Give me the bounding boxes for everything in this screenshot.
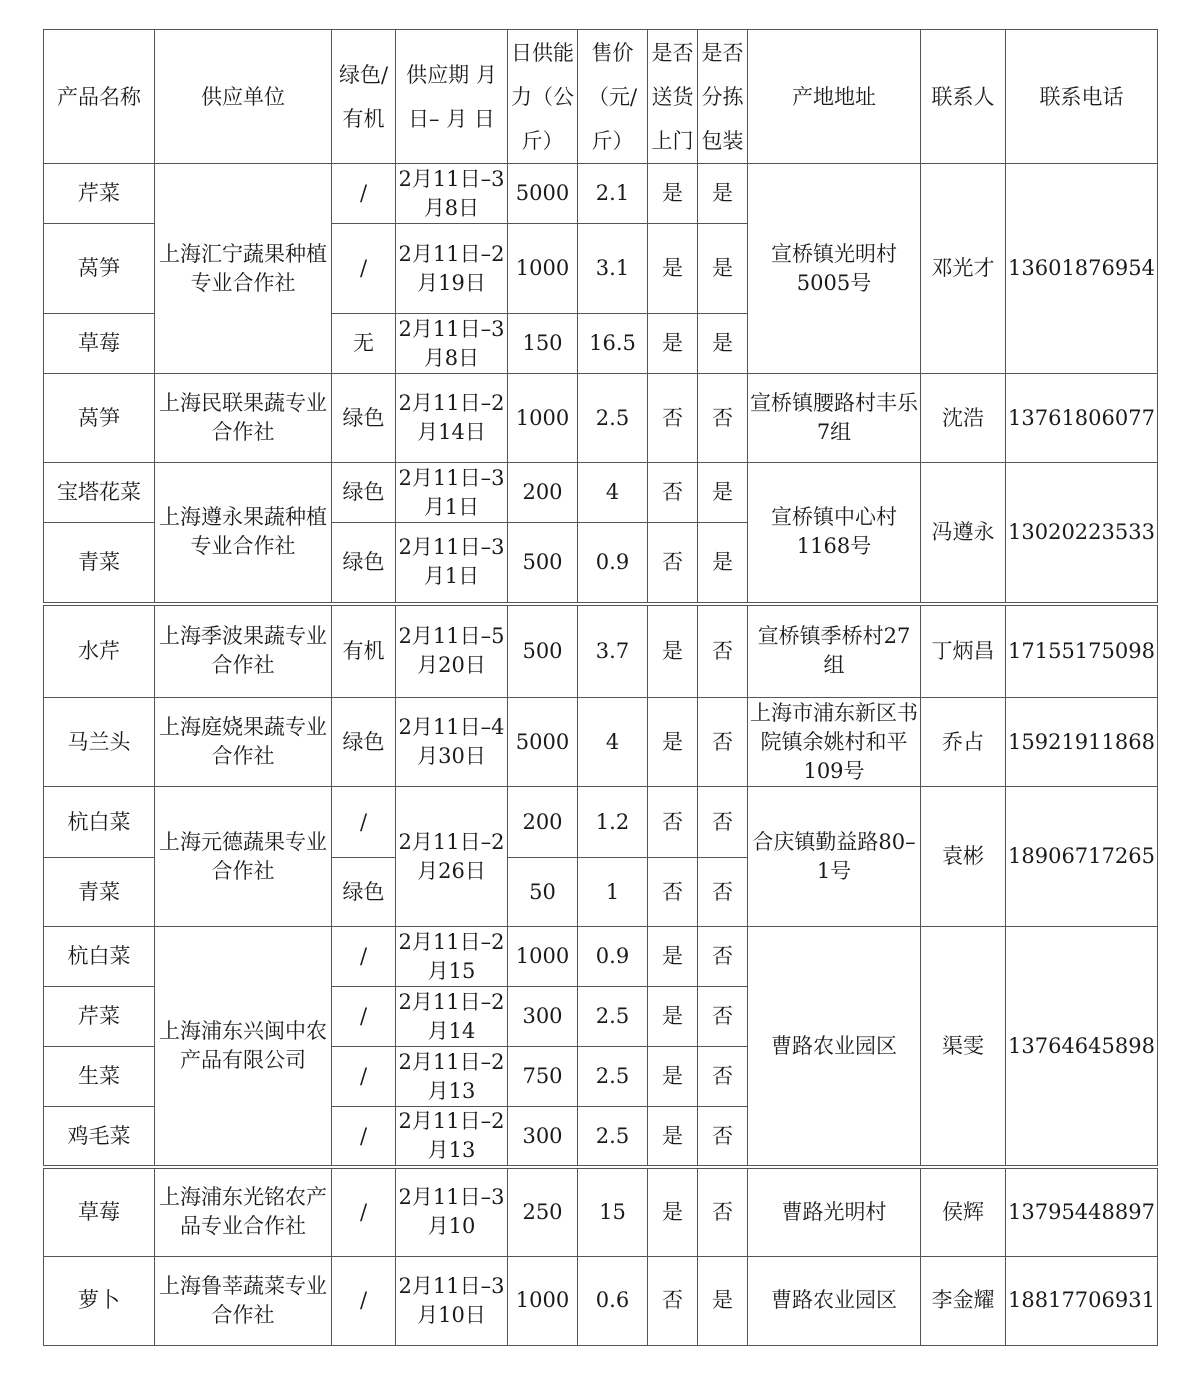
- period-cell: 2月11日–3月1日: [396, 463, 508, 523]
- delivery-cell: 是: [648, 164, 698, 224]
- supplier-cell: 上海元德蔬果专业合作社: [155, 787, 332, 927]
- cert-cell: /: [332, 987, 396, 1047]
- delivery-cell: 否: [648, 787, 698, 858]
- price-cell: 0.9: [578, 523, 648, 604]
- cert-cell: /: [332, 787, 396, 858]
- period-cell: 2月11日–3月8日: [396, 164, 508, 224]
- price-cell: 2.5: [578, 1047, 648, 1107]
- header-capacity: 日供能力（公斤）: [508, 30, 578, 164]
- header-phone: 联系电话: [1006, 30, 1158, 164]
- delivery-cell: 是: [648, 987, 698, 1047]
- period-cell: 2月11日–3月8日: [396, 314, 508, 374]
- capacity-cell: 1000: [508, 374, 578, 463]
- capacity-cell: 500: [508, 604, 578, 698]
- packing-cell: 否: [698, 604, 748, 698]
- cert-cell: /: [332, 164, 396, 224]
- price-cell: 1: [578, 858, 648, 927]
- product-cell: 马兰头: [44, 698, 155, 787]
- packing-cell: 否: [698, 987, 748, 1047]
- capacity-cell: 1000: [508, 927, 578, 987]
- packing-cell: 否: [698, 787, 748, 858]
- cert-cell: /: [332, 927, 396, 987]
- phone-cell: 13601876954: [1006, 164, 1158, 374]
- header-delivery: 是否送货上门: [648, 30, 698, 164]
- cert-cell: 无: [332, 314, 396, 374]
- delivery-cell: 否: [648, 1256, 698, 1345]
- product-cell: 青菜: [44, 858, 155, 927]
- capacity-cell: 200: [508, 463, 578, 523]
- contact-cell: 邓光才: [921, 164, 1006, 374]
- price-cell: 1.2: [578, 787, 648, 858]
- contact-cell: 袁彬: [921, 787, 1006, 927]
- delivery-cell: 是: [648, 314, 698, 374]
- delivery-cell: 否: [648, 523, 698, 604]
- address-cell: 宣桥镇腰路村丰乐7组: [748, 374, 921, 463]
- supplier-cell: 上海鲁莘蔬菜专业合作社: [155, 1256, 332, 1345]
- period-cell: 2月11日–3月10: [396, 1167, 508, 1256]
- product-cell: 芹菜: [44, 987, 155, 1047]
- product-cell: 萝卜: [44, 1256, 155, 1345]
- cert-cell: /: [332, 224, 396, 314]
- header-period: 供应期 月 日– 月 日: [396, 30, 508, 164]
- supplier-cell: 上海浦东兴闽中农产品有限公司: [155, 927, 332, 1168]
- product-cell: 杭白菜: [44, 927, 155, 987]
- delivery-cell: 否: [648, 374, 698, 463]
- packing-cell: 是: [698, 523, 748, 604]
- price-cell: 2.5: [578, 987, 648, 1047]
- address-cell: 宣桥镇光明村5005号: [748, 164, 921, 374]
- packing-cell: 否: [698, 1047, 748, 1107]
- table-row: [44, 164, 1158, 224]
- supplier-cell: 上海季波果蔬专业合作社: [155, 604, 332, 698]
- cert-cell: 绿色: [332, 523, 396, 604]
- delivery-cell: 否: [648, 858, 698, 927]
- price-cell: 3.1: [578, 224, 648, 314]
- address-cell: 宣桥镇季桥村27组: [748, 604, 921, 698]
- cert-cell: 绿色: [332, 463, 396, 523]
- price-cell: 0.6: [578, 1256, 648, 1345]
- period-cell: 2月11日–3月10日: [396, 1256, 508, 1345]
- delivery-cell: 是: [648, 1047, 698, 1107]
- price-cell: 15: [578, 1167, 648, 1256]
- table-row: [44, 787, 1158, 858]
- packing-cell: 是: [698, 463, 748, 523]
- capacity-cell: 150: [508, 314, 578, 374]
- capacity-cell: 5000: [508, 164, 578, 224]
- cert-cell: 绿色: [332, 858, 396, 927]
- period-cell: 2月11日–2月15: [396, 927, 508, 987]
- packing-cell: 是: [698, 164, 748, 224]
- capacity-cell: 5000: [508, 698, 578, 787]
- product-cell: 宝塔花菜: [44, 463, 155, 523]
- product-cell: 草莓: [44, 314, 155, 374]
- phone-cell: 13764645898: [1006, 927, 1158, 1168]
- capacity-cell: 50: [508, 858, 578, 927]
- cert-cell: /: [332, 1167, 396, 1256]
- product-cell: 青菜: [44, 523, 155, 604]
- table-row: [44, 374, 1158, 463]
- product-cell: 鸡毛菜: [44, 1107, 155, 1168]
- contact-cell: 沈浩: [921, 374, 1006, 463]
- table-row: [44, 1256, 1158, 1345]
- period-cell: 2月11日–2月26日: [396, 787, 508, 927]
- price-cell: 4: [578, 463, 648, 523]
- address-cell: 曹路农业园区: [748, 927, 921, 1168]
- period-cell: 2月11日–4月30日: [396, 698, 508, 787]
- header-price: 售价（元/斤）: [578, 30, 648, 164]
- address-cell: 上海市浦东新区书院镇余姚村和平109号: [748, 698, 921, 787]
- address-cell: 曹路农业园区: [748, 1256, 921, 1345]
- product-cell: 莴笋: [44, 224, 155, 314]
- price-cell: 3.7: [578, 604, 648, 698]
- price-cell: 4: [578, 698, 648, 787]
- product-cell: 芹菜: [44, 164, 155, 224]
- supplier-cell: 上海汇宁蔬果种植专业合作社: [155, 164, 332, 374]
- header-address: 产地地址: [748, 30, 921, 164]
- packing-cell: 否: [698, 374, 748, 463]
- packing-cell: 否: [698, 1107, 748, 1168]
- phone-cell: 13020223533: [1006, 463, 1158, 604]
- cert-cell: /: [332, 1107, 396, 1168]
- phone-cell: 15921911868: [1006, 698, 1158, 787]
- price-cell: 2.5: [578, 1107, 648, 1168]
- capacity-cell: 750: [508, 1047, 578, 1107]
- price-cell: 0.9: [578, 927, 648, 987]
- product-cell: 莴笋: [44, 374, 155, 463]
- header-supplier: 供应单位: [155, 30, 332, 164]
- period-cell: 2月11日–2月14日: [396, 374, 508, 463]
- period-cell: 2月11日–2月19日: [396, 224, 508, 314]
- cert-cell: 有机: [332, 604, 396, 698]
- product-cell: 水芹: [44, 604, 155, 698]
- cert-cell: /: [332, 1256, 396, 1345]
- table-row: [44, 463, 1158, 523]
- price-cell: 16.5: [578, 314, 648, 374]
- delivery-cell: 是: [648, 1107, 698, 1168]
- delivery-cell: 是: [648, 224, 698, 314]
- contact-cell: 丁炳昌: [921, 604, 1006, 698]
- header-cert: 绿色/有机: [332, 30, 396, 164]
- capacity-cell: 1000: [508, 1256, 578, 1345]
- packing-cell: 否: [698, 858, 748, 927]
- contact-cell: 乔占: [921, 698, 1006, 787]
- packing-cell: 是: [698, 224, 748, 314]
- period-cell: 2月11日–2月13: [396, 1047, 508, 1107]
- price-cell: 2.5: [578, 374, 648, 463]
- cert-cell: 绿色: [332, 374, 396, 463]
- capacity-cell: 300: [508, 1107, 578, 1168]
- header-packing: 是否分拣包装: [698, 30, 748, 164]
- period-cell: 2月11日–3月1日: [396, 523, 508, 604]
- contact-cell: 冯遵永: [921, 463, 1006, 604]
- capacity-cell: 250: [508, 1167, 578, 1256]
- header-contact: 联系人: [921, 30, 1006, 164]
- period-cell: 2月11日–2月13: [396, 1107, 508, 1168]
- address-cell: 宣桥镇中心村1168号: [748, 463, 921, 604]
- price-cell: 2.1: [578, 164, 648, 224]
- phone-cell: 13761806077: [1006, 374, 1158, 463]
- delivery-cell: 是: [648, 604, 698, 698]
- contact-cell: 侯辉: [921, 1167, 1006, 1256]
- contact-cell: 李金耀: [921, 1256, 1006, 1345]
- cert-cell: 绿色: [332, 698, 396, 787]
- period-cell: 2月11日–5月20日: [396, 604, 508, 698]
- phone-cell: 18906717265: [1006, 787, 1158, 927]
- packing-cell: 否: [698, 927, 748, 987]
- address-cell: 曹路光明村: [748, 1167, 921, 1256]
- phone-cell: 17155175098: [1006, 604, 1158, 698]
- supplier-cell: 上海民联果蔬专业合作社: [155, 374, 332, 463]
- header-product: 产品名称: [44, 30, 155, 164]
- capacity-cell: 500: [508, 523, 578, 604]
- packing-cell: 否: [698, 698, 748, 787]
- delivery-cell: 否: [648, 463, 698, 523]
- supplier-cell: 上海庭娆果蔬专业合作社: [155, 698, 332, 787]
- capacity-cell: 1000: [508, 224, 578, 314]
- supply-table: [43, 29, 1158, 1346]
- table-row: [44, 604, 1158, 698]
- address-cell: 合庆镇勤益路80–1号: [748, 787, 921, 927]
- packing-cell: 是: [698, 1256, 748, 1345]
- table-row: [44, 927, 1158, 987]
- delivery-cell: 是: [648, 927, 698, 987]
- period-cell: 2月11日–2月14: [396, 987, 508, 1047]
- product-cell: 生菜: [44, 1047, 155, 1107]
- capacity-cell: 200: [508, 787, 578, 858]
- table-row: [44, 1167, 1158, 1256]
- supplier-cell: 上海浦东光铭农产品专业合作社: [155, 1167, 332, 1256]
- delivery-cell: 是: [648, 1167, 698, 1256]
- table-row: [44, 698, 1158, 787]
- cert-cell: /: [332, 1047, 396, 1107]
- product-cell: 杭白菜: [44, 787, 155, 858]
- contact-cell: 渠雯: [921, 927, 1006, 1168]
- delivery-cell: 是: [648, 698, 698, 787]
- phone-cell: 18817706931: [1006, 1256, 1158, 1345]
- supplier-cell: 上海遵永果蔬种植专业合作社: [155, 463, 332, 604]
- capacity-cell: 300: [508, 987, 578, 1047]
- header-row: [44, 30, 1158, 164]
- product-cell: 草莓: [44, 1167, 155, 1256]
- phone-cell: 13795448897: [1006, 1167, 1158, 1256]
- packing-cell: 否: [698, 1167, 748, 1256]
- packing-cell: 是: [698, 314, 748, 374]
